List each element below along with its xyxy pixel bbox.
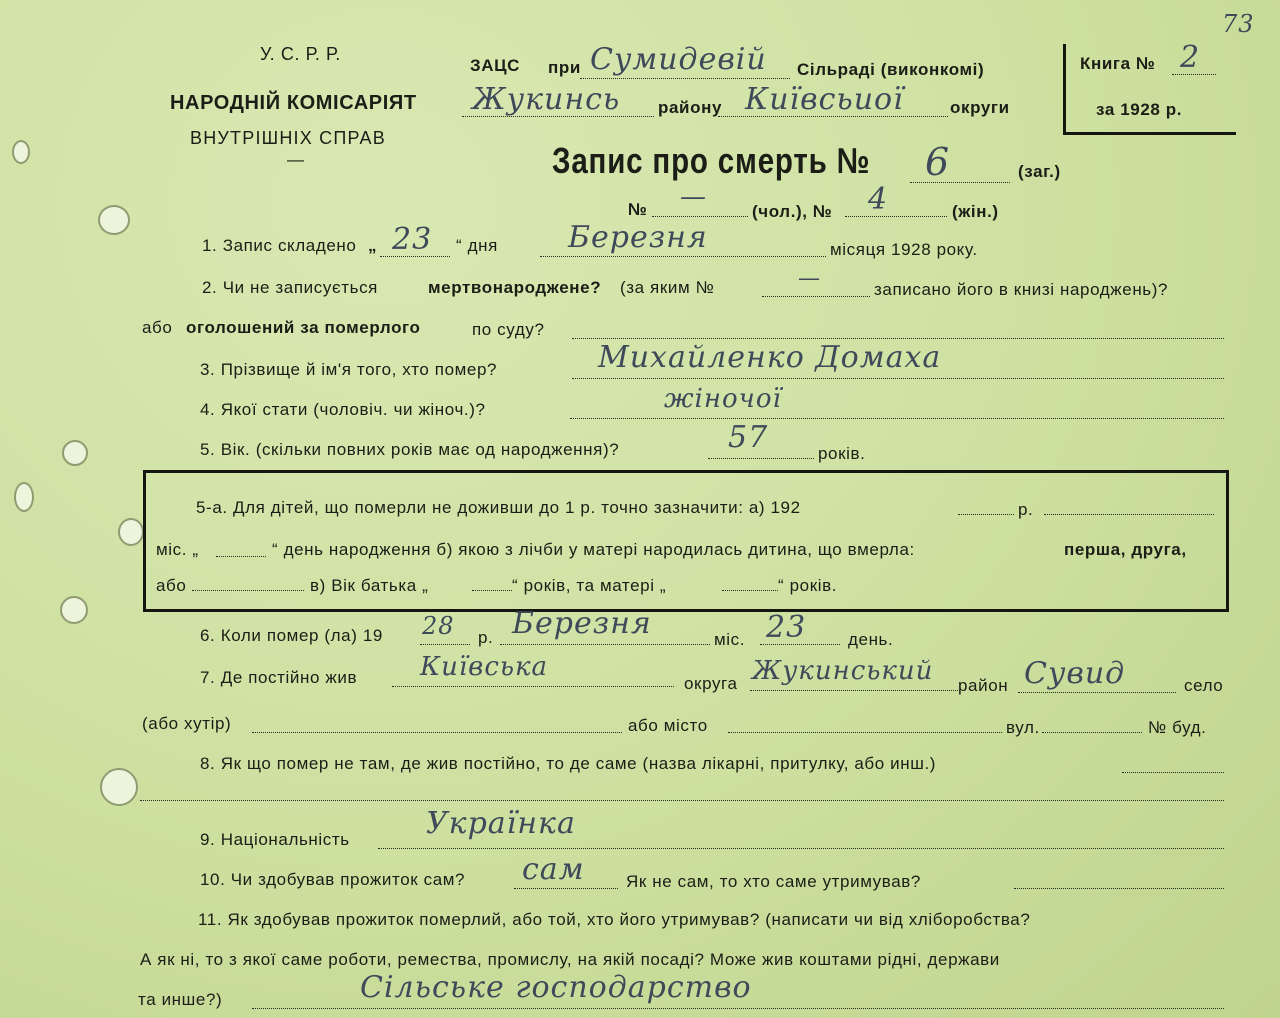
book-number-line	[1172, 74, 1216, 75]
q7-label: 7. Де постійно жив	[200, 668, 358, 687]
q4-label: 4. Якої стати (чоловіч. чи жіноч.)?	[200, 400, 486, 419]
subnum-no: №	[628, 200, 648, 219]
q8-line-2	[140, 800, 1224, 801]
q6-label: 6. Коли помер (ла) 19	[200, 626, 383, 645]
q7-misto-line	[728, 732, 1002, 733]
punch-hole	[118, 518, 144, 546]
punch-hole	[62, 440, 88, 466]
q4-value: жіночої	[664, 384, 782, 414]
selrada-line	[580, 78, 790, 79]
male-num-line	[652, 216, 748, 217]
q1-day-value: 23	[392, 222, 433, 257]
q6-r: р.	[478, 628, 494, 647]
q10-label: 10. Чи здобував прожиток сам?	[200, 870, 466, 889]
q5a-year-line	[958, 514, 1014, 515]
q7-raion-value: Жукинський	[752, 656, 934, 686]
q5a-line1: 5-а. Для дітей, що померли не доживши до 1 р. точно зазначити: а) 192	[196, 498, 801, 517]
q1-quote-close: “ дня	[456, 236, 498, 255]
q5-tail: років.	[818, 444, 866, 463]
female-num-value: 4	[868, 182, 889, 217]
q5a-day-line	[216, 556, 266, 557]
q6-mis: міс.	[714, 630, 746, 649]
q5a-line2-a: міс. „	[156, 540, 199, 559]
q7-raion: район	[958, 676, 1009, 695]
q7-okruha: округа	[684, 674, 738, 693]
q1-month-line	[540, 256, 826, 257]
book-label: Книга №	[1080, 54, 1156, 73]
q9-value: Українка	[426, 806, 576, 841]
q4-line	[570, 418, 1224, 419]
q3-value: Михайленко Домаха	[598, 340, 942, 375]
q6-year-line	[420, 644, 470, 645]
q7-line2-a: (або хутір)	[142, 714, 232, 733]
q7-selo-value: Сувид	[1024, 656, 1126, 691]
q2-line2-a: або	[142, 318, 173, 337]
q2-bold: мертвонароджене?	[428, 278, 602, 297]
q11-line2: А як ні, то з якої саме роботи, ремества, промислу, на якій посаді? Може жив коштами рідні, держави	[140, 950, 1000, 969]
q7-okruha-value: Київська	[420, 652, 549, 682]
book-number: 2	[1180, 40, 1201, 75]
q5a-line2-b: “ день народження б) якою з лічби у матері народилась дитина, що вмерла:	[272, 540, 915, 559]
male-num-value: —	[680, 182, 707, 212]
q3-line	[572, 378, 1224, 379]
punch-hole	[98, 205, 130, 235]
q9-line	[378, 848, 1224, 849]
record-title: Запис про смерть №	[552, 140, 871, 181]
commissariat-subtitle: ВНУТРІШНІХ СПРАВ	[190, 128, 386, 148]
q2-line2-line	[572, 338, 1224, 339]
q5a-line3-b: в) Вік батька „	[310, 576, 429, 595]
q1-month-value: Березня	[568, 220, 708, 255]
q5-label: 5. Вік. (скільки повних років має од народження)?	[200, 440, 620, 459]
q5a-other-line	[192, 590, 304, 591]
q7-raion-line	[750, 690, 958, 691]
punch-hole	[12, 140, 30, 164]
q2-num-line	[762, 296, 870, 297]
q8-label: 8. Як що помер не там, де жив постійно, то де саме (назва лікарні, притулку, або инш.)	[200, 754, 937, 773]
q7-line2-b: або місто	[628, 716, 708, 735]
q1-tail: місяця 1928 року.	[830, 240, 978, 259]
q11-value: Сільське господарство	[360, 970, 752, 1005]
title-zah: (заг.)	[1018, 162, 1061, 181]
punch-hole	[100, 768, 138, 806]
q9-label: 9. Національність	[200, 830, 350, 849]
q5a-line3-a: або	[156, 576, 187, 595]
q5a-line1-tail: р.	[1018, 500, 1034, 519]
pry-label: при	[548, 58, 581, 77]
q2-line2-bold: оголошений за померлого	[186, 318, 421, 337]
subnum-zhin: (жін.)	[952, 202, 999, 221]
republic-abbrev: У. С. Р. Р.	[260, 44, 341, 64]
header-dash: —	[287, 150, 305, 169]
q2-tail: записано його в книзі народжень)?	[874, 280, 1169, 299]
q1-quote-open: „	[368, 236, 378, 255]
q5a-line3-c: “ років, та матері „	[512, 576, 667, 595]
q5-value: 57	[728, 420, 769, 455]
q2-mid: (за яким №	[620, 278, 715, 297]
q6-month-value: Березня	[512, 606, 652, 641]
q7-line2-d: № буд.	[1148, 718, 1207, 737]
punch-hole	[14, 482, 34, 512]
q5a-father-line	[472, 590, 512, 591]
q5a-mother-line	[722, 590, 778, 591]
q2-label: 2. Чи не записується	[202, 278, 378, 297]
q10-value: сам	[522, 852, 585, 887]
q6-day-value: 23	[766, 610, 807, 645]
q6-year-value: 28	[422, 612, 455, 640]
q7-vul-line	[1042, 732, 1142, 733]
q11-line	[252, 1008, 1224, 1009]
q7-selo-line	[1018, 692, 1176, 693]
q7-selo: село	[1184, 676, 1224, 695]
commissariat-title: НАРОДНІЙ КОМІСАРІЯТ	[170, 92, 417, 114]
q5a-tail-line	[1044, 514, 1214, 515]
q3-label: 3. Прізвище й ім'я того, хто помер?	[200, 360, 498, 379]
q11-line3: та инше?)	[138, 990, 223, 1009]
q5-line	[708, 458, 814, 459]
punch-hole	[60, 596, 88, 624]
q10-tail-line	[1014, 888, 1224, 889]
q6-den: день.	[848, 630, 894, 649]
q7-okruha-line	[392, 686, 674, 687]
raionu-label: району	[658, 98, 722, 117]
q6-month-line	[500, 644, 710, 645]
okruha-value: Київсьиої	[745, 82, 904, 117]
q7-khutir-line	[252, 732, 622, 733]
q1-label: 1. Запис складено	[202, 236, 357, 255]
q11-line1: 11. Як здобував прожиток померлий, або той, хто його утримував? (написати чи від хліборобства?	[198, 910, 1031, 929]
silradi-label: Сільраді (виконкомі)	[797, 60, 985, 79]
zags-label: ЗАЦС	[470, 56, 521, 75]
q2-num-value: —	[798, 266, 821, 291]
q10-tail: Як не сам, то хто саме утримував?	[626, 872, 921, 891]
q2-line2-tail: по суду?	[472, 320, 545, 339]
page-number: 73	[1222, 10, 1255, 38]
book-year: за 1928 р.	[1096, 100, 1183, 119]
q8-line-1	[1122, 772, 1224, 773]
q5a-line2-bold: перша, друга,	[1064, 540, 1187, 559]
q7-line2-c: вул.	[1006, 718, 1040, 737]
selrada-value: Сумидевій	[590, 42, 767, 77]
female-num-line	[845, 216, 947, 217]
q10-line	[514, 888, 618, 889]
subnum-chol: (чол.), №	[752, 202, 833, 221]
okruhy-label: округи	[950, 98, 1010, 117]
raion-value: Жукинсь	[472, 82, 621, 117]
q5a-line3-d: “ років.	[778, 576, 838, 595]
title-number: 6	[925, 140, 951, 184]
